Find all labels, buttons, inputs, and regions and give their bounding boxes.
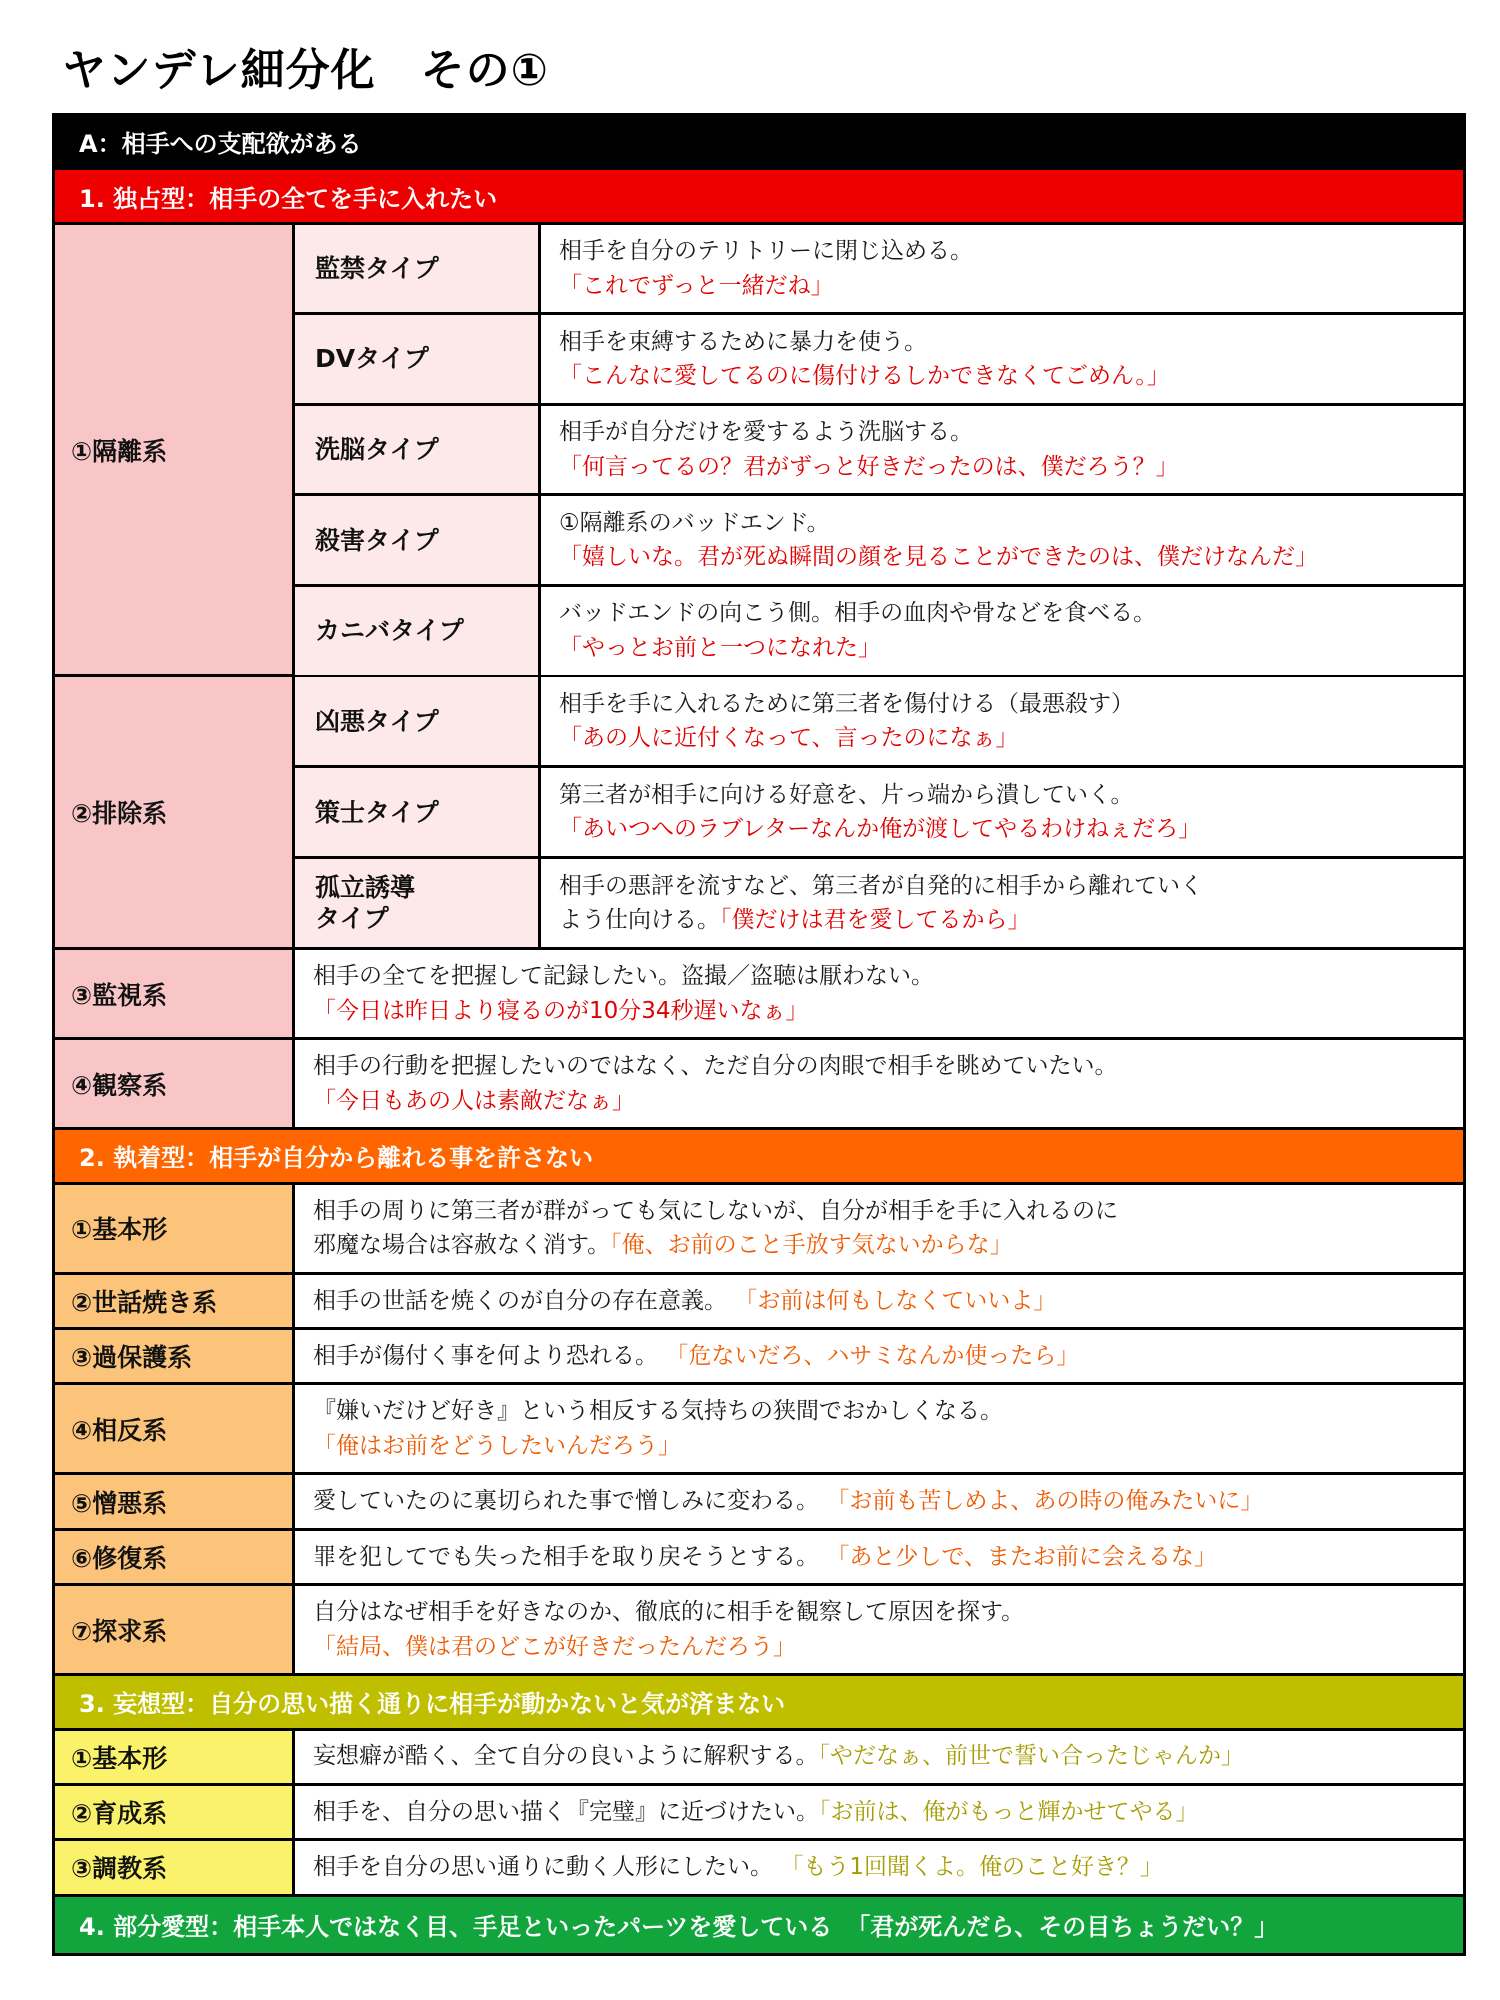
category-description <box>295 1731 1463 1783</box>
quote-text: 「俺、お前のこと手放す気ないからな」 <box>610 1232 1013 1259</box>
table-row <box>55 1586 1463 1676</box>
exclusion-group <box>55 677 1463 950</box>
description-text: 相手の世話を焼くのが自分の存在意義。 <box>313 1287 727 1314</box>
table-row <box>55 1330 1463 1385</box>
type-name: 凶悪タイプ <box>295 677 541 765</box>
quote-text: 「お前は何もしなくていいよ」 <box>734 1287 1057 1314</box>
type-name: 監禁タイプ <box>295 225 541 313</box>
category-label: ④相反系 <box>55 1385 295 1472</box>
description-text: 自分はなぜ相手を好きなのか、徹底的に相手を観察して原因を探す。 <box>313 1599 1025 1626</box>
table-row <box>55 1475 1463 1530</box>
description-text: よう仕向ける。 <box>559 907 720 934</box>
description-text: ①隔離系のバッドエンド。 <box>559 509 830 536</box>
type-description <box>541 677 1463 765</box>
quote-text: 「今日は昨日より寝るのが10分34秒遅いなぁ」 <box>313 997 809 1024</box>
quote-text: 「お前も苦しめよ、あの時の俺みたいに」 <box>826 1488 1264 1515</box>
description-text: バッドエンドの向こう側。相手の血肉や骨などを食べる。 <box>559 600 1157 627</box>
quote-text: 「僕だけは君を愛してるから」 <box>720 907 1031 934</box>
category-label: ②育成系 <box>55 1786 295 1838</box>
table-row <box>295 677 1463 768</box>
quote-text: 「お前は、俺がもっと輝かせてやる」 <box>819 1798 1199 1825</box>
table-row <box>295 406 1463 497</box>
quote-text: 「やだなぁ、前世で誓い合ったじゃんか」 <box>818 1743 1245 1770</box>
category-label: ③過保護系 <box>55 1330 295 1382</box>
type-description <box>541 225 1463 313</box>
category-exclusion: ②排除系 <box>55 677 295 947</box>
quote-text: 「これでずっと一緒だね」 <box>559 272 834 299</box>
description-text: 妄想癖が酷く、全て自分の良いように解釈する。 <box>313 1743 819 1770</box>
description-text: 第三者が相手に向ける好意を、片っ端から潰していく。 <box>559 781 1134 808</box>
type2-header <box>55 1130 1463 1184</box>
table-row <box>55 1531 1463 1586</box>
table-row <box>295 225 1463 316</box>
description-text: 相手の悪評を流すなど、第三者が自発的に相手から離れていく <box>559 872 1203 899</box>
type-name: 洗脳タイプ <box>295 406 541 494</box>
type1-header <box>55 170 1463 224</box>
type-description <box>541 859 1463 947</box>
type-description <box>541 406 1463 494</box>
quote-text: 「今日もあの人は素敵だなぁ」 <box>313 1087 635 1114</box>
table-row <box>295 496 1463 587</box>
type-name: 殺害タイプ <box>295 496 541 584</box>
category-description <box>295 1586 1463 1673</box>
category-label: ③調教系 <box>55 1841 295 1893</box>
table-row <box>55 1275 1463 1330</box>
category-label: ①基本形 <box>55 1185 295 1272</box>
category-observation: ④観察系 <box>55 1040 295 1127</box>
description-text: 相手の全てを把握して記録したい。盗撮／盗聴は厭わない。 <box>313 963 934 990</box>
type4-header-label: 4. 部分愛型：相手本人ではなく目、手足といったパーツを愛している <box>79 1913 833 1942</box>
type3-header <box>55 1676 1463 1730</box>
table-row <box>55 1385 1463 1475</box>
table-row <box>55 1841 1463 1896</box>
type-name: DVタイプ <box>295 315 541 403</box>
isolation-group <box>55 225 1463 678</box>
section-a-label: A：相手への支配欲がある <box>79 130 362 159</box>
quote-text: 「もう1回聞くよ。俺のこと好き？」 <box>780 1854 1163 1881</box>
type-name-line: 孤立誘導 <box>315 873 416 903</box>
category-description <box>295 1185 1463 1272</box>
category-description <box>295 950 1463 1037</box>
category-description <box>295 1275 1463 1327</box>
category-description <box>295 1330 1463 1382</box>
category-label: ⑦探求系 <box>55 1586 295 1673</box>
type-description <box>541 768 1463 856</box>
table-row <box>55 1731 1463 1786</box>
table-row <box>55 1185 1463 1275</box>
description-text: 愛していたのに裏切られた事で憎しみに変わる。 <box>313 1488 819 1515</box>
quote-text: 「危ないだろ、ハサミなんか使ったら」 <box>665 1342 1080 1369</box>
quote-text: 「やっとお前と一つになれた」 <box>559 634 881 661</box>
type-name <box>295 859 541 947</box>
category-surveillance: ③監視系 <box>55 950 295 1037</box>
table-row <box>295 768 1463 859</box>
table-row <box>55 1040 1463 1130</box>
quote-text: 「あと少しで、またお前に会えるな」 <box>826 1543 1217 1570</box>
description-text: 罪を犯してでも失った相手を取り戻そうとする。 <box>313 1543 819 1570</box>
description-text: 相手の周りに第三者が群がっても気にしないが、自分が相手を手に入れるのに <box>313 1197 1118 1224</box>
category-description <box>295 1786 1463 1838</box>
description-text: 邪魔な場合は容赦なく消す。 <box>313 1232 611 1259</box>
description-text: 相手を自分の思い通りに動く人形にしたい。 <box>313 1854 773 1881</box>
description-text: 相手を束縛するために暴力を使う。 <box>559 328 927 355</box>
description-text: 相手の行動を把握したいのではなく、ただ自分の肉眼で相手を眺めていたい。 <box>313 1053 1118 1080</box>
section-a-header <box>55 116 1463 170</box>
category-label: ⑤憎悪系 <box>55 1475 295 1527</box>
type-name: カニバタイプ <box>295 587 541 675</box>
description-text: 相手を手に入れるために第三者を傷付ける（最悪殺す） <box>559 690 1134 717</box>
table-row <box>295 315 1463 406</box>
category-isolation: ①隔離系 <box>55 225 295 675</box>
type-name: 策士タイプ <box>295 768 541 856</box>
description-text: 相手が自分だけを愛するよう洗脳する。 <box>559 419 973 446</box>
quote-text: 「嬉しいな。君が死ぬ瞬間の顔を見ることができたのは、僕だけなんだ」 <box>559 544 1318 571</box>
type1-header-label: 1. 独占型：相手の全てを手に入れたい <box>79 184 498 213</box>
table-row <box>55 1786 1463 1841</box>
page-title: ヤンデレ細分化 その① <box>62 45 549 96</box>
quote-text: 「俺はお前をどうしたいんだろう」 <box>313 1432 681 1459</box>
yandere-classification-table <box>52 113 1466 1956</box>
quote-text: 「こんなに愛してるのに傷付けるしかできなくてごめん。」 <box>559 363 1170 390</box>
description-text: 相手を、自分の思い描く『完璧』に近づけたい。 <box>313 1798 819 1825</box>
category-description <box>295 1385 1463 1472</box>
type3-header-label: 3. 妄想型：自分の思い描く通りに相手が動かないと気が済まない <box>79 1690 786 1719</box>
category-description <box>295 1040 1463 1127</box>
type-description <box>541 315 1463 403</box>
category-label: ②世話焼き系 <box>55 1275 295 1327</box>
category-label: ⑥修復系 <box>55 1531 295 1583</box>
table-row <box>295 587 1463 675</box>
type2-header-label: 2. 執着型：相手が自分から離れる事を許さない <box>79 1144 594 1173</box>
type-description <box>541 587 1463 675</box>
quote-text: 「あいつへのラブレターなんか俺が渡してやるわけねぇだろ」 <box>559 816 1202 843</box>
category-label: ①基本形 <box>55 1731 295 1783</box>
type-description <box>541 496 1463 584</box>
type4-quote: 「君が死んだら、その目ちょうだい？」 <box>846 1913 1279 1942</box>
quote-text: 「何言ってるの？君がずっと好きだったのは、僕だろう？」 <box>559 453 1179 480</box>
table-row <box>295 859 1463 947</box>
description-text: 相手が傷付く事を何より恐れる。 <box>313 1342 658 1369</box>
type-name-line: タイプ <box>315 904 389 934</box>
category-description <box>295 1475 1463 1527</box>
category-description <box>295 1531 1463 1583</box>
table-row <box>55 950 1463 1040</box>
type4-header <box>55 1897 1463 1953</box>
description-text: 相手を自分のテリトリーに閉じ込める。 <box>559 238 973 265</box>
category-description <box>295 1841 1463 1893</box>
quote-text: 「結局、僕は君のどこが好きだったんだろう」 <box>313 1633 796 1660</box>
description-text: 『嫌いだけど好き』という相反する気持ちの狭間でおかしくなる。 <box>313 1398 1003 1425</box>
quote-text: 「あの人に近付くなって、言ったのになぁ」 <box>559 725 1019 752</box>
